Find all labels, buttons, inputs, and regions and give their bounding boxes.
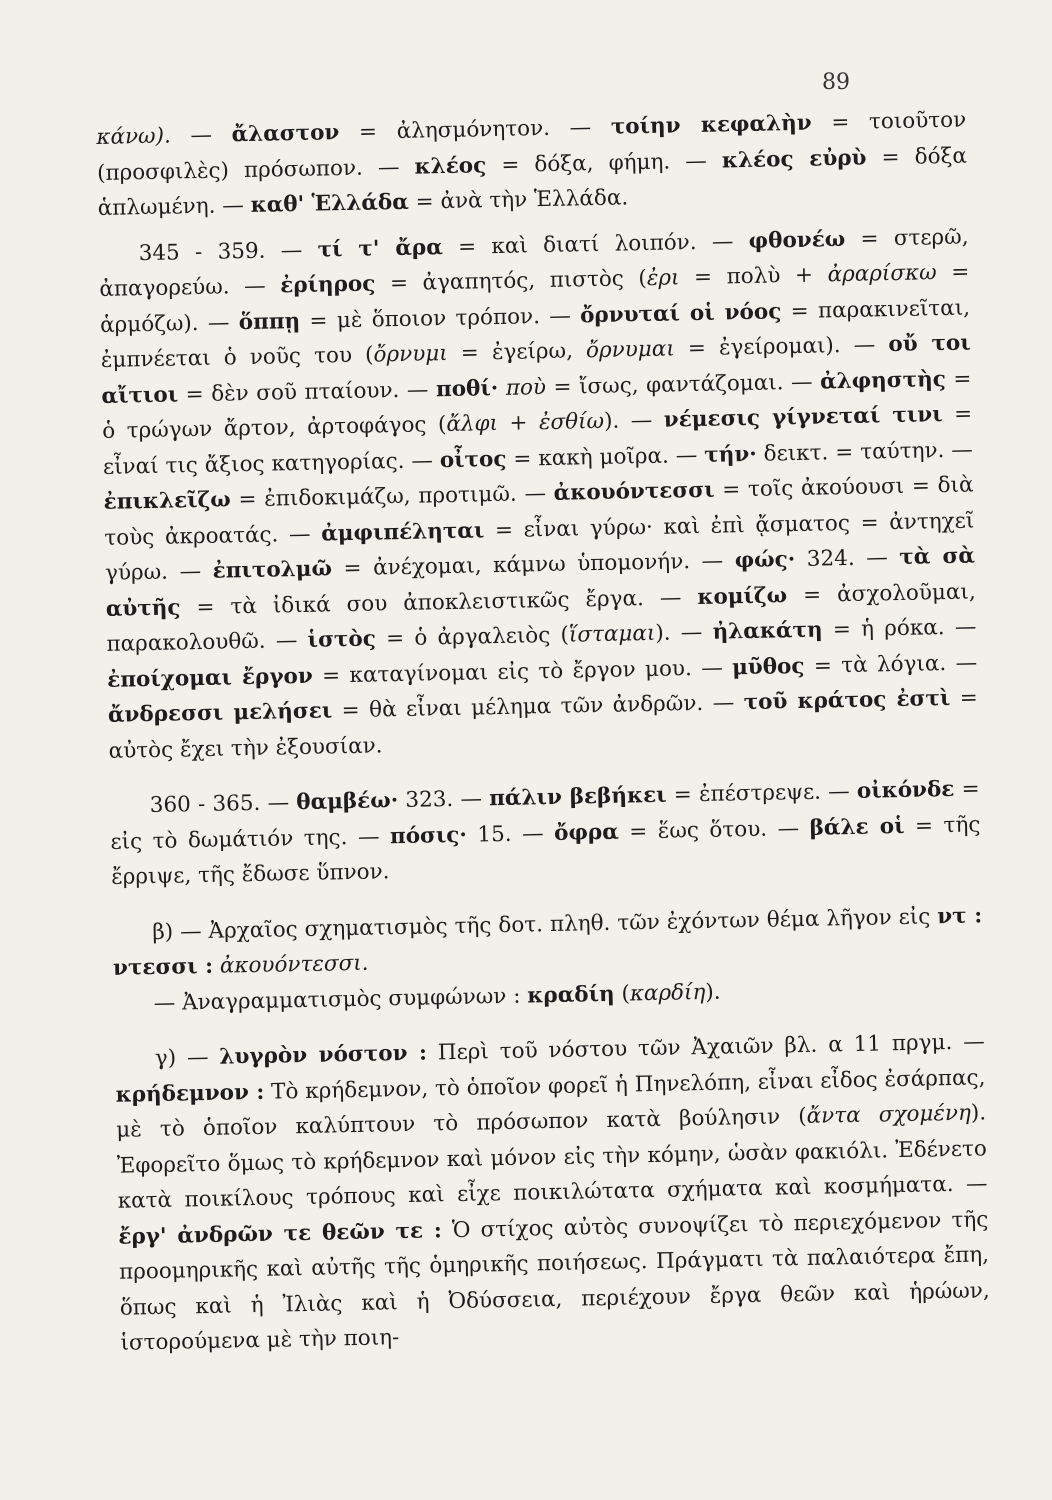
gloss-text: ). — [603,407,665,434]
paragraph-gamma [115,1024,991,1361]
gloss-text: = εἶναι γύρω· καὶ ἐπὶ ᾄσματος = ἀντηχεῖ γύρω. — [104,507,975,586]
lemma: κομίζω [697,582,788,610]
gloss-text: = αὐτὸς ἔχει τὴν ἐξουσίαν. [108,685,979,764]
gloss-text: 324. — [794,544,900,573]
gloss-text: δεικτ. = ταύτην. — [756,436,974,467]
lemma: ἄνδρεσσι μελήσει [107,698,333,728]
gloss-text: = ἴσως, φαντάζομαι. — [545,369,821,400]
gloss-text: = καταγίνομαι εἰς τὸ ἔργον μου. — [312,654,733,689]
lemma: ἐρίηρος [279,271,376,299]
gloss-text: 323. — [397,786,490,814]
gloss-text: = ἐγείρομαι). — [674,332,889,362]
gloss-text: = εἰς τὸ δωμάτιόν της. — [110,776,980,855]
page-number: 89 [822,70,850,95]
lemma: βάλε οἱ [809,813,905,841]
lemma: κλέος [414,152,487,180]
lemma: ἀμφιπέληται [320,517,485,547]
italic-term: ἀραρίσκω [827,260,937,288]
lemma: ἐπικλεῖζω [103,487,231,515]
gloss-text: = ἡ ρόκα. — [822,614,977,643]
paragraph-v345 [98,219,979,769]
gloss-text: 345 - 359. — [138,237,318,266]
lemma: ὄφρα [553,819,619,846]
gloss-text: = καὶ διατί λοιπόν. — [442,228,749,260]
lemma: κλέος εὐρὺ [721,145,867,173]
gloss-text: = παρακινεῖται, ἐμπνέεται ὁ νοῦς του ( [100,295,971,373]
gloss-text: 15. — [466,820,555,848]
italic-term: ἵσταμαι [568,620,656,648]
lemma: κραδίη [527,981,615,1009]
lemma: οἰκόνδε [856,776,955,804]
lemma: ἄλαστον [231,120,340,148]
lemma: ντ : ντεσσι : [112,902,983,981]
gloss-text: = μὲ ὅποιον τρόπον. — [299,302,581,334]
gloss-text: = πολὺ + [679,262,828,291]
gloss-text: = εἶναί τις ἄξιος κατηγορίας. — [102,401,973,480]
gloss-text: = ἁρμόζω). — [99,259,970,338]
paragraph-v360 [109,771,981,895]
gloss-text: = στερῶ, ἀπαγορεύω. — [99,224,969,302]
gloss-text: = τοιοῦτον (προσφιλὲς) πρόσωπον. — [96,107,967,186]
lemma: ἔργ' ἀνδρῶν τε θεῶν τε : [118,1217,443,1250]
lemma: ἠλακάτη [712,617,823,645]
gloss-text: = ἕως ὅτου. — [618,815,810,845]
lemma: ὄρνυταί οἱ νόος [579,298,782,328]
gloss-text: = ὁ τρώγων ἄρτον, ἀρτοφάγος ( [102,365,972,444]
gloss-text: = τὰ λόγια. — [804,649,978,679]
lemma: κρήδεμνον : [115,1079,265,1108]
gloss-text: = ἐγείρω, [447,338,587,366]
lemma: πόσις· [389,822,468,849]
gloss-text: = θὰ εἶναι μέλημα τῶν ἀνδρῶν. — [331,690,744,724]
italic-term: καρδίη [629,979,706,1006]
lemma: τὰ σὰ αὐτῆς [105,543,976,622]
gloss-text: ). [705,979,721,1005]
gloss-text: = ἀνέχομαι, κάμνω ὑπομονήν. — [331,548,735,582]
lemma: οὔ τοι αἴτιοι [101,330,971,409]
gloss-text: = ἀνὰ τὴν Ἑλλάδα. [408,185,629,215]
lemma: ποθί· [435,375,499,402]
gloss-text: = δόξα, φήμη. — [485,147,723,178]
gloss-text: ). — [655,619,713,646]
lemma: νέμεσις γίγνεταί τινι [663,402,943,433]
lemma: ἱστὸς [307,626,377,653]
lemma: μῦθος [731,653,805,680]
italic-term: ἐρι [646,265,680,291]
gloss-text: = ἀλησμόνητον. — [339,114,612,146]
gloss-text: — Ἀναγραμματισμὸς συμφώνων : [153,983,528,1016]
gloss-text: = ἐπέστρεψε. — [666,778,858,808]
gloss-text: ( [614,980,631,1007]
italic-term: ἀκουόντεσσι. [219,950,369,979]
gloss-text: = δὲν σοῦ πταίουν. — [177,376,437,407]
gloss-text: = τοῖς ἀκούουσι = διὰ τοὺς ἀκροατάς. — [104,472,974,551]
lemma: ἐποίχομαι ἔργον [106,663,314,693]
gloss-text: = δόξα ἁπλωμένη. — [97,143,968,221]
lemma: τί τ' ἄρα [317,234,444,263]
gloss-text: Περὶ τοῦ νόστου τῶν Ἀχαιῶν βλ. α 11 πργμ. — [426,1029,985,1066]
italic-term: ὄρνυμι [373,340,448,368]
paragraph-intro [96,103,968,227]
lemma: θαμβέω· [296,788,399,816]
lemma: ἀλφηστὴς [819,366,947,395]
lemma: φθονέω [748,226,846,254]
lemma: τοίην κεφαλὴν [610,110,812,140]
lemma: φώς· [734,547,796,574]
lemma: τήν· [703,441,757,468]
gloss-text: = ἀγαπητός, πιστὸς ( [375,265,648,297]
italic-term: ἄντα σχομένη [806,1100,972,1129]
gloss-text: = τῆς ἔρριψε, τῆς ἔδωσε ὕπνον. [110,811,981,890]
italic-term: κάνω). [96,123,172,150]
gloss-text: ). Ἐφορεῖτο ὅμως τὸ κρήδεμνον καὶ μόνον εἰς τὴν κόμην, ὡσὰν φακιόλι. Ἐδένετο κατὰ ποικίλους τρόπους καὶ εἶχε ποικιλώτατα σχήματα καὶ κοσμήματα. — [116,1100,988,1214]
lemma: οἶτος [439,446,507,473]
gloss-text: 360 - 365. — [149,790,297,819]
gloss-text: = ἀσχολοῦμαι, παρακολουθῶ. — [106,578,976,657]
lemma: ἀκουόντεσσι [553,477,715,506]
lemma: ὅππῃ [238,308,301,335]
gloss-text: Ὁ στίχος αὐτὸς συνοψίζει τὸ περιεχόμενον τῆς προομηρικῆς καὶ αὐτῆς τῆς ὁμηρικῆς ποιήσεως. Πράγματι τὰ παλαιότερα ἔπη, ὅπως καὶ ἡ Ἰλιὰς καὶ ἡ Ὀδύσσεια, περιέχουν ἔργα θεῶν καὶ ἡρώων, ἱστορούμενα μὲ τὴν ποιη- [118,1206,990,1356]
lemma: πάλιν βεβήκει [488,782,667,812]
gloss-text: γ) — [154,1044,220,1072]
gloss-text: = ἐπιδοκιμάζω, προτιμῶ. — [230,480,554,513]
gloss-text: — [170,122,232,149]
italic-term: ἄλφι + ἐσθίω [446,408,605,438]
gloss-text: = τὰ ἰδικά σου ἀποκλειστικῶς ἔργα. — [180,584,698,620]
italic-term: ὄρνυμαι [585,336,675,364]
italic-term: ποὺ [505,374,547,401]
lemma: καθ' Ἑλλάδα [250,189,410,218]
lemma: τοῦ κράτος ἐστὶ [743,685,951,716]
body-text [96,103,991,1362]
gloss-text: β) — Ἀρχαῖος σχηματισμὸς τῆς δοτ. πληθ. τῶν ἐχόντων θέμα λῆγον εἰς [152,903,938,945]
gloss-text: = κακὴ μοῖρα. — [506,442,705,472]
gloss-text: Τὸ κρήδεμνον, τὸ ὁποῖον φορεῖ ἡ Πηνελόπη, εἶναι εἶδος ἐσάρπας, μὲ τὸ ὁποῖον καλύπτουν τὸ πρόσωπον κατὰ βούλησιν ( [116,1064,986,1143]
lemma: λυγρὸν νόστον : [219,1040,428,1070]
gloss-text: = ὁ ἀργαλειὸς ( [375,622,570,652]
lemma: ἐπιτολμῶ [212,556,333,584]
